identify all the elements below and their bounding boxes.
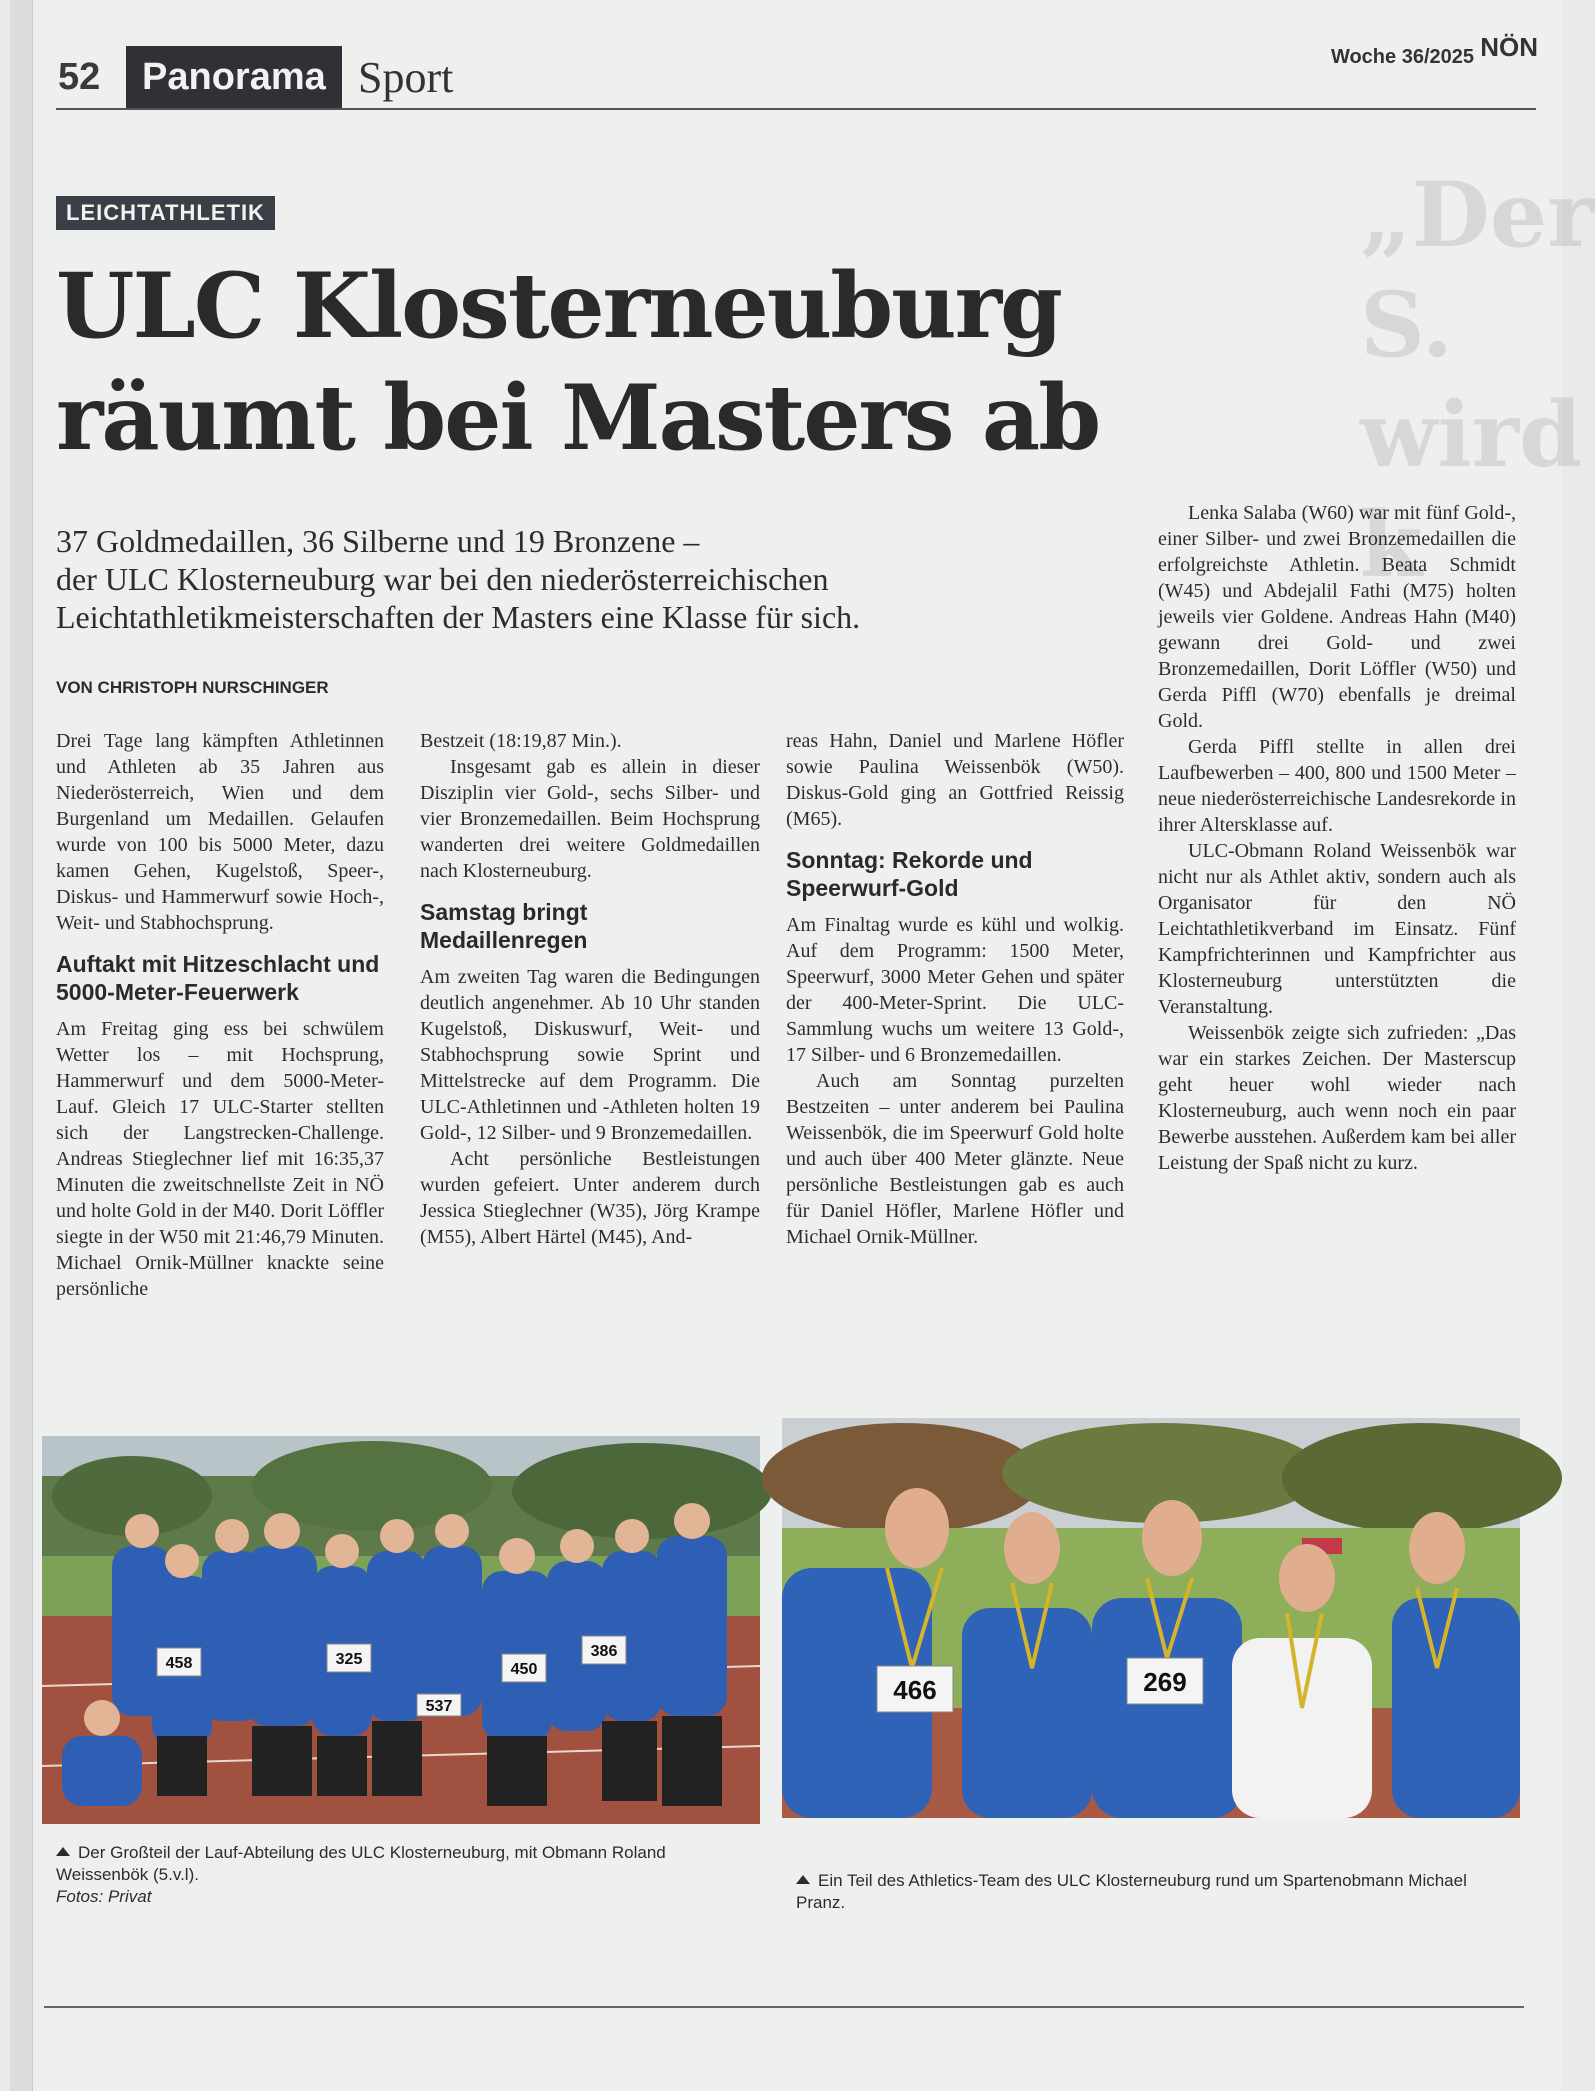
caption-arrow-icon: [796, 1875, 810, 1884]
lead-paragraph: [56, 522, 1136, 636]
headline-line-1: ULC Klosterneuburg: [56, 253, 1061, 359]
photo-1-caption: [56, 1842, 756, 1908]
column-3: [786, 728, 1124, 1250]
paragraph: Gerda Piffl stellte in allen drei Laufbewerben – 400, 800 und 1500 Meter – neue niederösterreichische Landesrekorde in ihrer Altersklasse auf.: [1158, 736, 1516, 836]
bib-number: 450: [510, 1661, 538, 1678]
paragraph: ULC-Obmann Roland Weissenbök war nicht nur als Athlet aktiv, sondern auch als Organisator für den NÖ Leichtathletikverband im Einsatz. Fünf Kampfrichterinnen und Kampfrichter aus Klosterneuburg unterstützten die Veranstaltung.: [1158, 840, 1516, 1018]
headline-line-2: räumt bei Masters ab: [56, 365, 1100, 471]
column-4: [1158, 500, 1516, 1176]
lead-line-3: Leichtathletikmeisterschaften der Masters eine Klasse für sich.: [56, 599, 861, 635]
paragraph: Acht persönliche Bestleistungen wurden gefeiert. Unter anderem durch Jessica Stieglechner (W35), Jörg Krampe (M55), Albert Härtel (M45), And-: [420, 1148, 760, 1248]
bib-number: 537: [425, 1698, 453, 1715]
team-group-photo: [42, 1436, 760, 1824]
headline: [56, 250, 1176, 474]
bleedthrough-text: „Der S. wird k: [1360, 162, 1595, 598]
header-rule: [56, 108, 1536, 110]
page-header: [58, 32, 1538, 116]
paragraph: reas Hahn, Daniel und Marlene Höfler sowie Paulina Weissenbök (W50). Diskus-Gold ging an Gottfried Reissig (M65).: [786, 730, 1124, 830]
footer-rule: [44, 2006, 1524, 2008]
athletics-team-photo-illustration: [782, 1418, 1520, 1818]
paragraph: Am Finaltag wurde es kühl und wolkig. Auf dem Programm: 1500 Meter, Speerwurf, 3000 Meter Gehen und später der 400-Meter-Sprint. Die ULC-Sammlung wuchs um weitere 13 Gold-, 17 Silber- und 6 Bronzemedaillen.: [786, 914, 1124, 1066]
paragraph: Am zweiten Tag waren die Bedingungen deutlich angenehmer. Ab 10 Uhr standen Kugelstoß, Diskuswurf, Weit- und Stabhochsprung sowie Sprint und Mittelstrecke auf dem Programm. Die ULC-Athletinnen und -Athleten holten 19 Gold-, 12 Silber- und 9 Bronzemedaillen.: [420, 966, 760, 1144]
paragraph: Insgesamt gab es allein in dieser Disziplin vier Gold-, sechs Silber- und vier Bronzemedaillen. Beim Hochsprung wanderten drei weitere Goldmedaillen nach Klosterneuburg.: [420, 756, 760, 882]
subheading: Auftakt mit Hitzeschlacht und 5000-Meter-Feuerwerk: [56, 951, 380, 1005]
team-group-photo-illustration: [42, 1436, 760, 1824]
bib-number: 466: [893, 1675, 937, 1705]
photo-1-caption-text: Der Großteil der Lauf-Abteilung des ULC Klosterneuburg, mit Obmann Roland Weissenbök (5.v.l).: [56, 1843, 666, 1884]
lead-line-2: der ULC Klosterneuburg war bei den niederösterreichischen: [56, 561, 829, 597]
subheading: Sonntag: Rekorde und Speerwurf-Gold: [786, 847, 1033, 901]
adjacent-page-edge: [10, 0, 33, 2091]
photo-2-caption: [796, 1870, 1516, 1914]
bib-number: 458: [165, 1655, 193, 1672]
paragraph: Lenka Salaba (W60) war mit fünf Gold-, einer Silber- und zwei Bronzemedaillen die erfolgreichste Athletin. Beata Schmidt (W45) und Abdejalil Fathi (M75) holten jeweils vier Goldene. Andreas Hahn (M40) gewann drei Gold- und zwei Bronzemedaillen, Dorit Löffler (W50) und Gerda Piffl (W70) ebenfalls je dreimal Gold.: [1158, 502, 1516, 732]
newspaper-page: [10, 0, 1595, 2091]
issue-label: Woche 36/2025: [1330, 46, 1474, 68]
column-1: [56, 728, 384, 1302]
photo-2-caption-text: Ein Teil des Athletics-Team des ULC Klosterneuburg rund um Spartenobmann Michael Pranz.: [796, 1871, 1467, 1912]
column-2: [420, 728, 760, 1250]
caption-arrow-icon: [56, 1847, 70, 1856]
section-label: Sport: [358, 53, 454, 102]
subheading: Samstag bringt Medaillenregen: [420, 899, 588, 953]
paragraph: Weissenbök zeigte sich zufrieden: „Das war ein starkes Zeichen. Der Masterscup geht heuer wohl wieder nach Klosterneuburg, auch wenn noch ein paar Bewerbe ausstehen. Außerdem kam bei aller Leistung der Spaß nicht zu kurz.: [1158, 1022, 1516, 1174]
brand-logo: NÖN: [1480, 32, 1538, 62]
paragraph: Drei Tage lang kämpften Athletinnen und Athleten ab 35 Jahren aus Niederösterreich, Wien und dem Burgenland um Medaillen. Gelaufen wurde von 100 bis 5000 Meter, dazu kamen Gehen, Kugelstoß, Speer-, Diskus- und Hammerwurf sowie Hoch-, Weit- und Stabhochsprung.: [56, 730, 384, 934]
photo-credit: Fotos: Privat: [56, 1887, 152, 1906]
byline: VON CHRISTOPH NURSCHINGER: [56, 678, 329, 697]
bib-number: 325: [335, 1651, 363, 1668]
bib-number: 269: [1143, 1667, 1187, 1697]
lead-line-1: 37 Goldmedaillen, 36 Silberne und 19 Bronzene –: [56, 523, 700, 559]
bib-number: 386: [590, 1643, 618, 1660]
paragraph: Bestzeit (18:19,87 Min.).: [420, 730, 622, 752]
ressort-label: Panorama: [126, 46, 342, 108]
paragraph: Auch am Sonntag purzelten Bestzeiten – unter anderem bei Paulina Weissenbök, die im Speerwurf Gold holte und auch über 400 Meter glänzte. Neue persönliche Bestleistungen gab es auch für Daniel Höfler, Marlene Höfler und Michael Ornik-Müllner.: [786, 1070, 1124, 1248]
page-number: 52: [58, 56, 101, 98]
category-tag: LEICHTATHLETIK: [56, 196, 275, 230]
athletics-team-photo: [782, 1418, 1520, 1818]
paragraph: Am Freitag ging ess bei schwülem Wetter los – mit Hochsprung, Hammerwurf und dem 5000-Meter-Lauf. Gleich 17 ULC-Starter stellten sich der Langstrecken-Challenge. Andreas Stieglechner lief mit 16:35,37 Minuten die zweitschnellste Zeit in NÖ und holte Gold in der M40. Dorit Löffler siegte in der W50 mit 21:46,79 Minuten. Michael Ornik-Müllner knackte seine persönliche: [56, 1018, 384, 1300]
